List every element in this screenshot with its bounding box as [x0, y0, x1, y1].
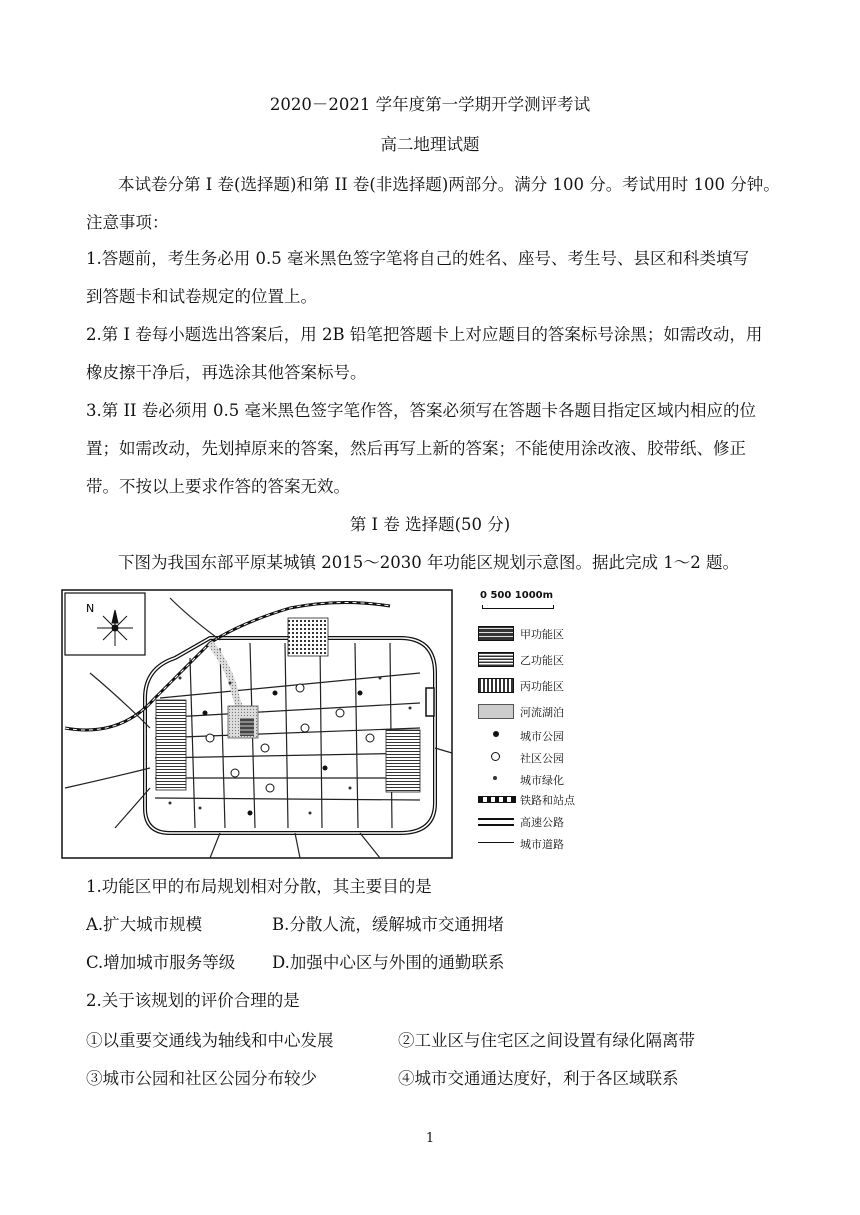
- notes-heading: 注意事项：: [86, 213, 169, 232]
- legend-label-greening: 城市绿化: [520, 774, 564, 787]
- highway-icon: [478, 818, 514, 826]
- road-icon: [478, 842, 514, 843]
- zone-yi-west: [156, 700, 186, 790]
- railway-icon: [478, 796, 516, 803]
- note-1-line-2: 到答题卡和试卷规定的位置上。: [86, 287, 317, 306]
- legend-label-railway: 铁路和站点: [520, 794, 575, 807]
- question-1-option-c[interactable]: C.增加城市服务等级: [86, 953, 236, 972]
- legend-label-yi: 乙功能区: [520, 654, 564, 667]
- north-arrow-box: [65, 593, 145, 655]
- question-2-statement-1: ①以重要交通线为轴线和中心发展: [86, 1031, 334, 1050]
- zone-jia-center: [240, 718, 254, 736]
- zone-yi-east: [386, 730, 420, 792]
- note-3-line-3: 带。不按以上要求作答的答案无效。: [86, 477, 350, 496]
- legend-swatch-water: [478, 704, 514, 719]
- legend-label-jia: 甲功能区: [520, 628, 564, 641]
- question-group-stem: 下图为我国东部平原某城镇 2015～2030 年功能区规划示意图。据此完成 1～2 题。: [118, 553, 739, 572]
- legend-swatch-bing: [478, 678, 514, 693]
- question-2-statement-2: ②工业区与住宅区之间设置有绿化隔离带: [398, 1031, 695, 1050]
- greening-icon: [493, 776, 497, 780]
- exam-title: 2020－2021 学年度第一学期开学测评考试: [269, 95, 591, 114]
- question-1-option-d[interactable]: D.加强中心区与外围的通勤联系: [272, 953, 505, 972]
- question-2-stem: 2.关于该规划的评价合理的是: [86, 991, 300, 1010]
- scale-bar-graphic: [482, 605, 554, 609]
- legend-label-city-park: 城市公园: [520, 730, 564, 743]
- question-2-statement-3: ③城市公园和社区公园分布较少: [86, 1069, 317, 1088]
- question-2-statement-4: ④城市交通通达度好，利于各区域联系: [398, 1069, 679, 1088]
- scale-label: 0 500 1000m: [480, 590, 554, 601]
- question-1-option-a[interactable]: A.扩大城市规模: [86, 915, 203, 934]
- note-2-line-2: 橡皮擦干净后，再选涂其他答案标号。: [86, 363, 367, 382]
- legend-label-bing: 丙功能区: [520, 680, 564, 693]
- legend-swatch-yi: [478, 652, 514, 667]
- legend-label-water: 河流湖泊: [520, 706, 564, 719]
- station-icon: [426, 688, 434, 716]
- legend-label-highway: 高速公路: [520, 816, 564, 829]
- section-heading: 第 I 卷 选择题(50 分): [349, 515, 511, 534]
- zone-bing-north: [288, 618, 328, 656]
- legend-label-road: 城市道路: [520, 838, 564, 851]
- city-park-icon: [493, 731, 499, 737]
- page-number: 1: [425, 1131, 435, 1146]
- note-3-line-2: 置；如需改动，先划掉原来的答案，然后再写上新的答案；不能使用涂改液、胶带纸、修正: [86, 439, 746, 458]
- map-legend: [478, 588, 628, 860]
- legend-label-community-park: 社区公园: [520, 752, 564, 765]
- question-1-option-b[interactable]: B.分散人流，缓解城市交通拥堵: [272, 915, 504, 934]
- legend-swatch-jia: [478, 626, 514, 641]
- north-label: N: [86, 602, 95, 615]
- city-planning-map: [60, 588, 474, 860]
- question-1-stem: 1.功能区甲的布局规划相对分散，其主要目的是: [86, 877, 432, 896]
- exam-subtitle: 高二地理试题: [380, 135, 480, 154]
- note-3-line-1: 3.第 II 卷必须用 0.5 毫米黑色签字笔作答，答案必须写在答题卡各题目指定区域内相应的位: [86, 401, 756, 420]
- note-2-line-1: 2.第 I 卷每小题选出答案后，用 2B 铅笔把答题卡上对应题目的答案标号涂黑；如需改动，用: [86, 325, 763, 344]
- note-1-line-1: 1.答题前，考生务必用 0.5 毫米黑色签字笔将自己的姓名、座号、考生号、县区和科类填写: [86, 249, 749, 268]
- community-park-icon: [491, 752, 500, 761]
- paper-composition: 本试卷分第 I 卷(选择题)和第 II 卷(非选择题)两部分。满分 100 分。考试用时 100 分钟。: [118, 175, 780, 194]
